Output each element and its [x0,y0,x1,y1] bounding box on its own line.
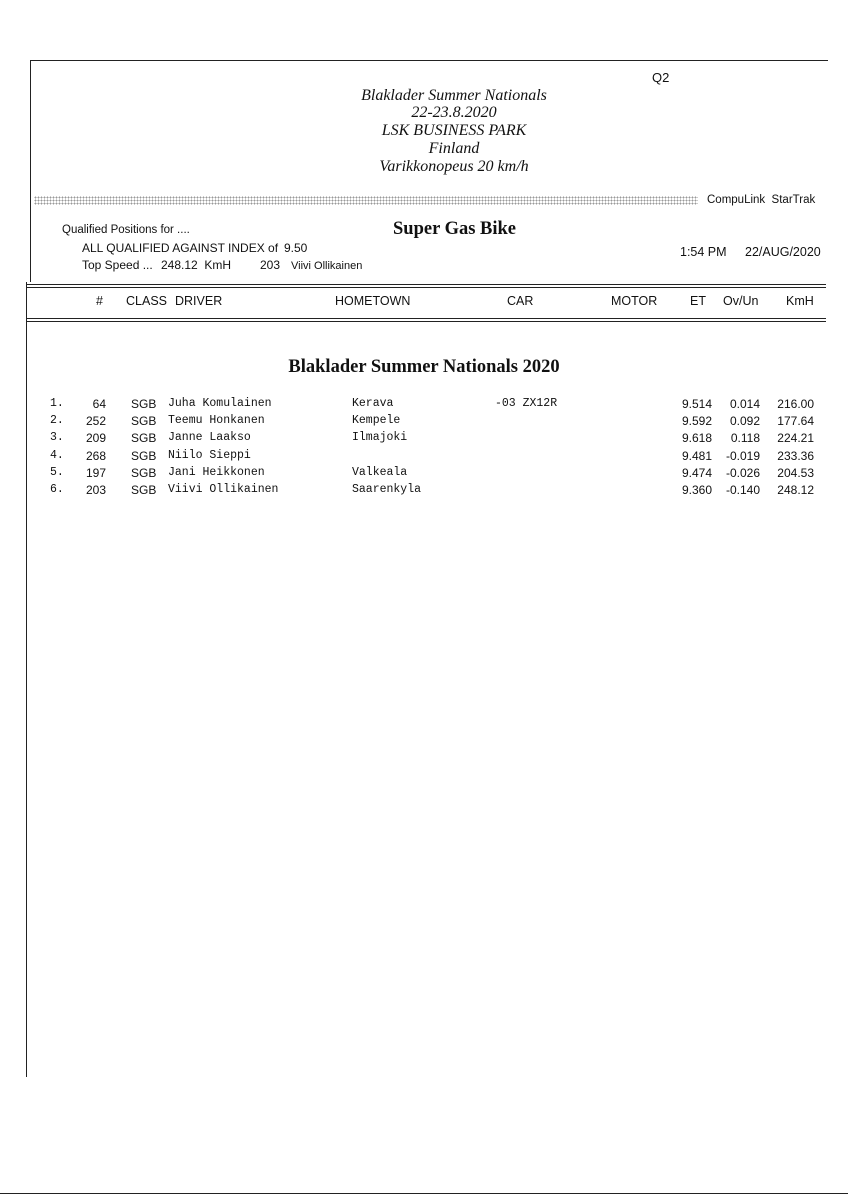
row-car: -03 ZX12R [495,397,558,410]
row-driver: Juha Komulainen [168,397,272,410]
row-number: 64 [92,397,106,411]
row-et: 9.360 [681,483,712,497]
row-hometown: Kempele [352,414,401,428]
row-driver: Niilo Sieppi [168,448,251,462]
row-ovun: 0.014 [729,397,760,411]
col-car: CAR [507,294,534,308]
top-speed-driver: Viivi Ollikainen [291,260,363,272]
table-row [0,449,848,466]
qualified-positions-label: Qualified Positions for .... [62,224,190,236]
frame-bottom-line [0,1193,848,1194]
index-label: ALL QUALIFIED AGAINST INDEX of [82,241,279,255]
col-motor: MOTOR [611,294,658,308]
row-driver: Janne Laakso [168,431,251,445]
table-row [0,466,848,483]
top-speed-value: 248.12 KmH [161,258,232,272]
row-kmh: 177.64 [777,414,814,429]
row-kmh: 224.21 [777,431,814,446]
section-title: Blaklader Summer Nationals 2020 [288,357,560,377]
col-num: # [96,294,103,308]
row-ovun: 0.118 [730,431,760,446]
row-driver: Jani Heikkonen [168,465,265,479]
row-ovun: 0.092 [729,414,760,429]
row-kmh: 204.53 [777,465,814,480]
row-et: 9.514 [681,397,712,411]
row-ovun: -0.026 [725,465,760,480]
dotted-separator [34,196,698,205]
row-number: 252 [85,414,106,429]
column-header-bottom-line-2 [26,321,826,322]
frame-top-line [30,60,828,61]
col-hometown: HOMETOWN [335,294,411,308]
column-header-top-line-2 [26,287,826,288]
row-number: 209 [85,431,106,446]
row-hometown: Saarenkyla [352,483,422,496]
row-hometown: Ilmajoki [352,431,408,445]
class-title: Super Gas Bike [393,219,517,239]
col-ovun: Ov/Un [723,294,759,308]
col-class: CLASS [126,294,167,308]
report-time: 1:54 PM [680,245,727,259]
row-et: 9.481 [681,448,712,463]
row-driver: Viivi Ollikainen [168,483,279,496]
column-header-top-line [26,284,826,285]
pit-speed-note: Varikkonopeus 20 km/h [379,158,529,175]
row-kmh: 233.36 [777,448,814,463]
session-label: Q2 [652,70,670,85]
row-driver: Teemu Honkanen [168,414,265,428]
row-position: 4. [50,448,64,462]
table-row [0,483,848,500]
column-header-bottom-line [26,318,826,319]
top-speed-label: Top Speed ... [82,258,153,272]
row-ovun: -0.140 [725,483,760,497]
row-position: 5. [50,465,64,479]
row-hometown: Valkeala [352,465,408,479]
row-position: 3. [50,431,64,445]
report-date: 22/AUG/2020 [745,245,821,259]
row-position: 1. [50,397,64,410]
row-et: 9.618 [681,431,712,446]
row-number: 203 [85,483,106,497]
row-et: 9.592 [681,414,712,429]
row-class: SGB [131,414,157,429]
row-hometown: Kerava [352,397,394,410]
row-class: SGB [131,483,157,497]
col-driver: DRIVER [175,294,223,308]
row-number: 268 [85,448,106,463]
event-name: Blaklader Summer Nationals [361,87,547,104]
row-kmh: 216.00 [777,397,814,411]
row-number: 197 [85,465,106,480]
top-speed-number: 203 [260,258,281,272]
col-kmh: KmH [786,294,814,308]
row-position: 2. [50,414,64,428]
event-dates: 22-23.8.2020 [411,104,497,121]
row-class: SGB [131,431,157,446]
row-kmh: 248.12 [777,483,814,497]
row-class: SGB [131,448,157,463]
row-position: 6. [50,483,64,496]
timing-system-label: CompuLink StarTrak [707,194,816,206]
row-et: 9.474 [681,465,712,480]
country-name: Finland [428,140,480,157]
row-class: SGB [131,465,157,480]
table-row [0,414,848,431]
col-et: ET [690,294,706,308]
venue-name: LSK BUSINESS PARK [381,122,527,139]
table-row [0,431,848,448]
index-value: 9.50 [284,241,308,255]
table-row [0,397,848,414]
row-ovun: -0.019 [725,448,760,463]
row-class: SGB [131,397,157,411]
